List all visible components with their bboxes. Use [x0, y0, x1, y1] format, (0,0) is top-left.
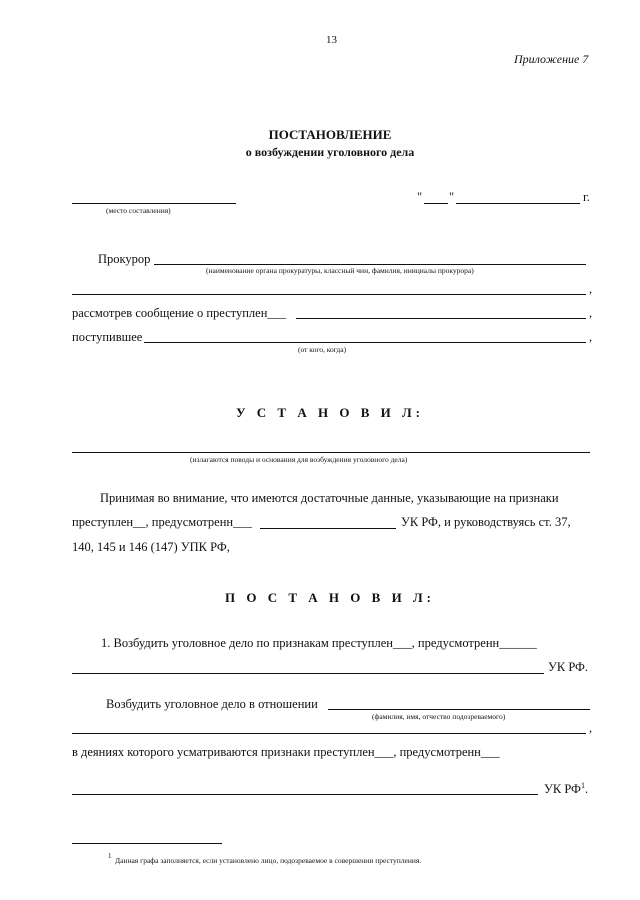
- comma-2: ,: [589, 306, 593, 320]
- place-caption: (место составления): [106, 206, 171, 215]
- established-caption: (излагаются поводы и основания для возбуждения уголовного дела): [190, 455, 408, 464]
- comma-3: ,: [589, 330, 593, 344]
- against-label: Возбудить уголовное дело в отношении: [106, 697, 318, 711]
- acts-end-text: УК РФ: [544, 782, 581, 797]
- prosecutor-continuation-line[interactable]: [72, 294, 586, 295]
- acts-end: [544, 781, 588, 797]
- prosecutor-line[interactable]: [154, 264, 586, 265]
- against-line[interactable]: [328, 709, 590, 710]
- whereas-line-2a: преступлен__, предусмотренн___: [72, 515, 252, 529]
- whereas-line-2b: УК РФ, и руководствуясь ст. 37,: [401, 515, 571, 529]
- decided-heading: П О С Т А Н О В И Л:: [225, 590, 435, 605]
- decided-item1-line[interactable]: [72, 673, 544, 674]
- document-title: ПОСТАНОВЛЕНИЕ: [268, 127, 392, 142]
- comma-1: ,: [589, 282, 593, 296]
- acts-line[interactable]: [72, 794, 538, 795]
- established-line[interactable]: [72, 452, 590, 453]
- considered-line[interactable]: [296, 318, 586, 319]
- place-line[interactable]: [72, 203, 236, 204]
- date-year-suffix: г.: [583, 190, 590, 204]
- received-caption: (от кого, когда): [298, 345, 347, 354]
- prosecutor-label: Прокурор: [98, 252, 151, 266]
- whereas-article-line[interactable]: [260, 528, 396, 529]
- against-continuation-line[interactable]: [72, 733, 586, 734]
- acts-period: .: [584, 782, 589, 797]
- page-number: 13: [326, 34, 337, 46]
- acts-line-text: в деяниях которого усматриваются признаки преступлен___, предусмотренн___: [72, 745, 500, 759]
- whereas-line-3: 140, 145 и 146 (147) УПК РФ,: [72, 540, 230, 554]
- date-quote-open: ": [417, 190, 423, 204]
- comma-4: ,: [589, 721, 593, 735]
- received-label: поступившее: [72, 330, 143, 344]
- footnote-mark: 1: [108, 852, 112, 860]
- prosecutor-caption: (наименование органа прокуратуры, классный чин, фамилия, инициалы прокурора): [206, 266, 474, 275]
- against-caption: (фамилия, имя, отчество подозреваемого): [372, 712, 506, 721]
- decided-item1-end: УК РФ.: [548, 660, 589, 674]
- considered-text: рассмотрев сообщение о преступлен___: [72, 306, 287, 320]
- appendix-label: Приложение 7: [514, 52, 589, 66]
- document-subtitle: о возбуждении уголовного дела: [245, 145, 415, 159]
- footnote-text: Данная графа заполняется, если установлено лицо, подозреваемое в совершении преступления.: [115, 856, 422, 865]
- date-day-line[interactable]: [424, 203, 448, 204]
- received-line[interactable]: [144, 342, 586, 343]
- date-month-line[interactable]: [456, 203, 580, 204]
- whereas-line-1: Принимая во внимание, что имеются достаточные данные, указывающие на признаки: [100, 491, 559, 505]
- established-heading: У С Т А Н О В И Л:: [235, 405, 424, 420]
- date-quote-close: ": [449, 190, 455, 204]
- decided-item1-line1: 1. Возбудить уголовное дело по признакам преступлен___, предусмотренн______: [101, 636, 537, 650]
- acts-footnote-ref[interactable]: 1: [580, 781, 585, 790]
- footnote-separator: [72, 843, 222, 844]
